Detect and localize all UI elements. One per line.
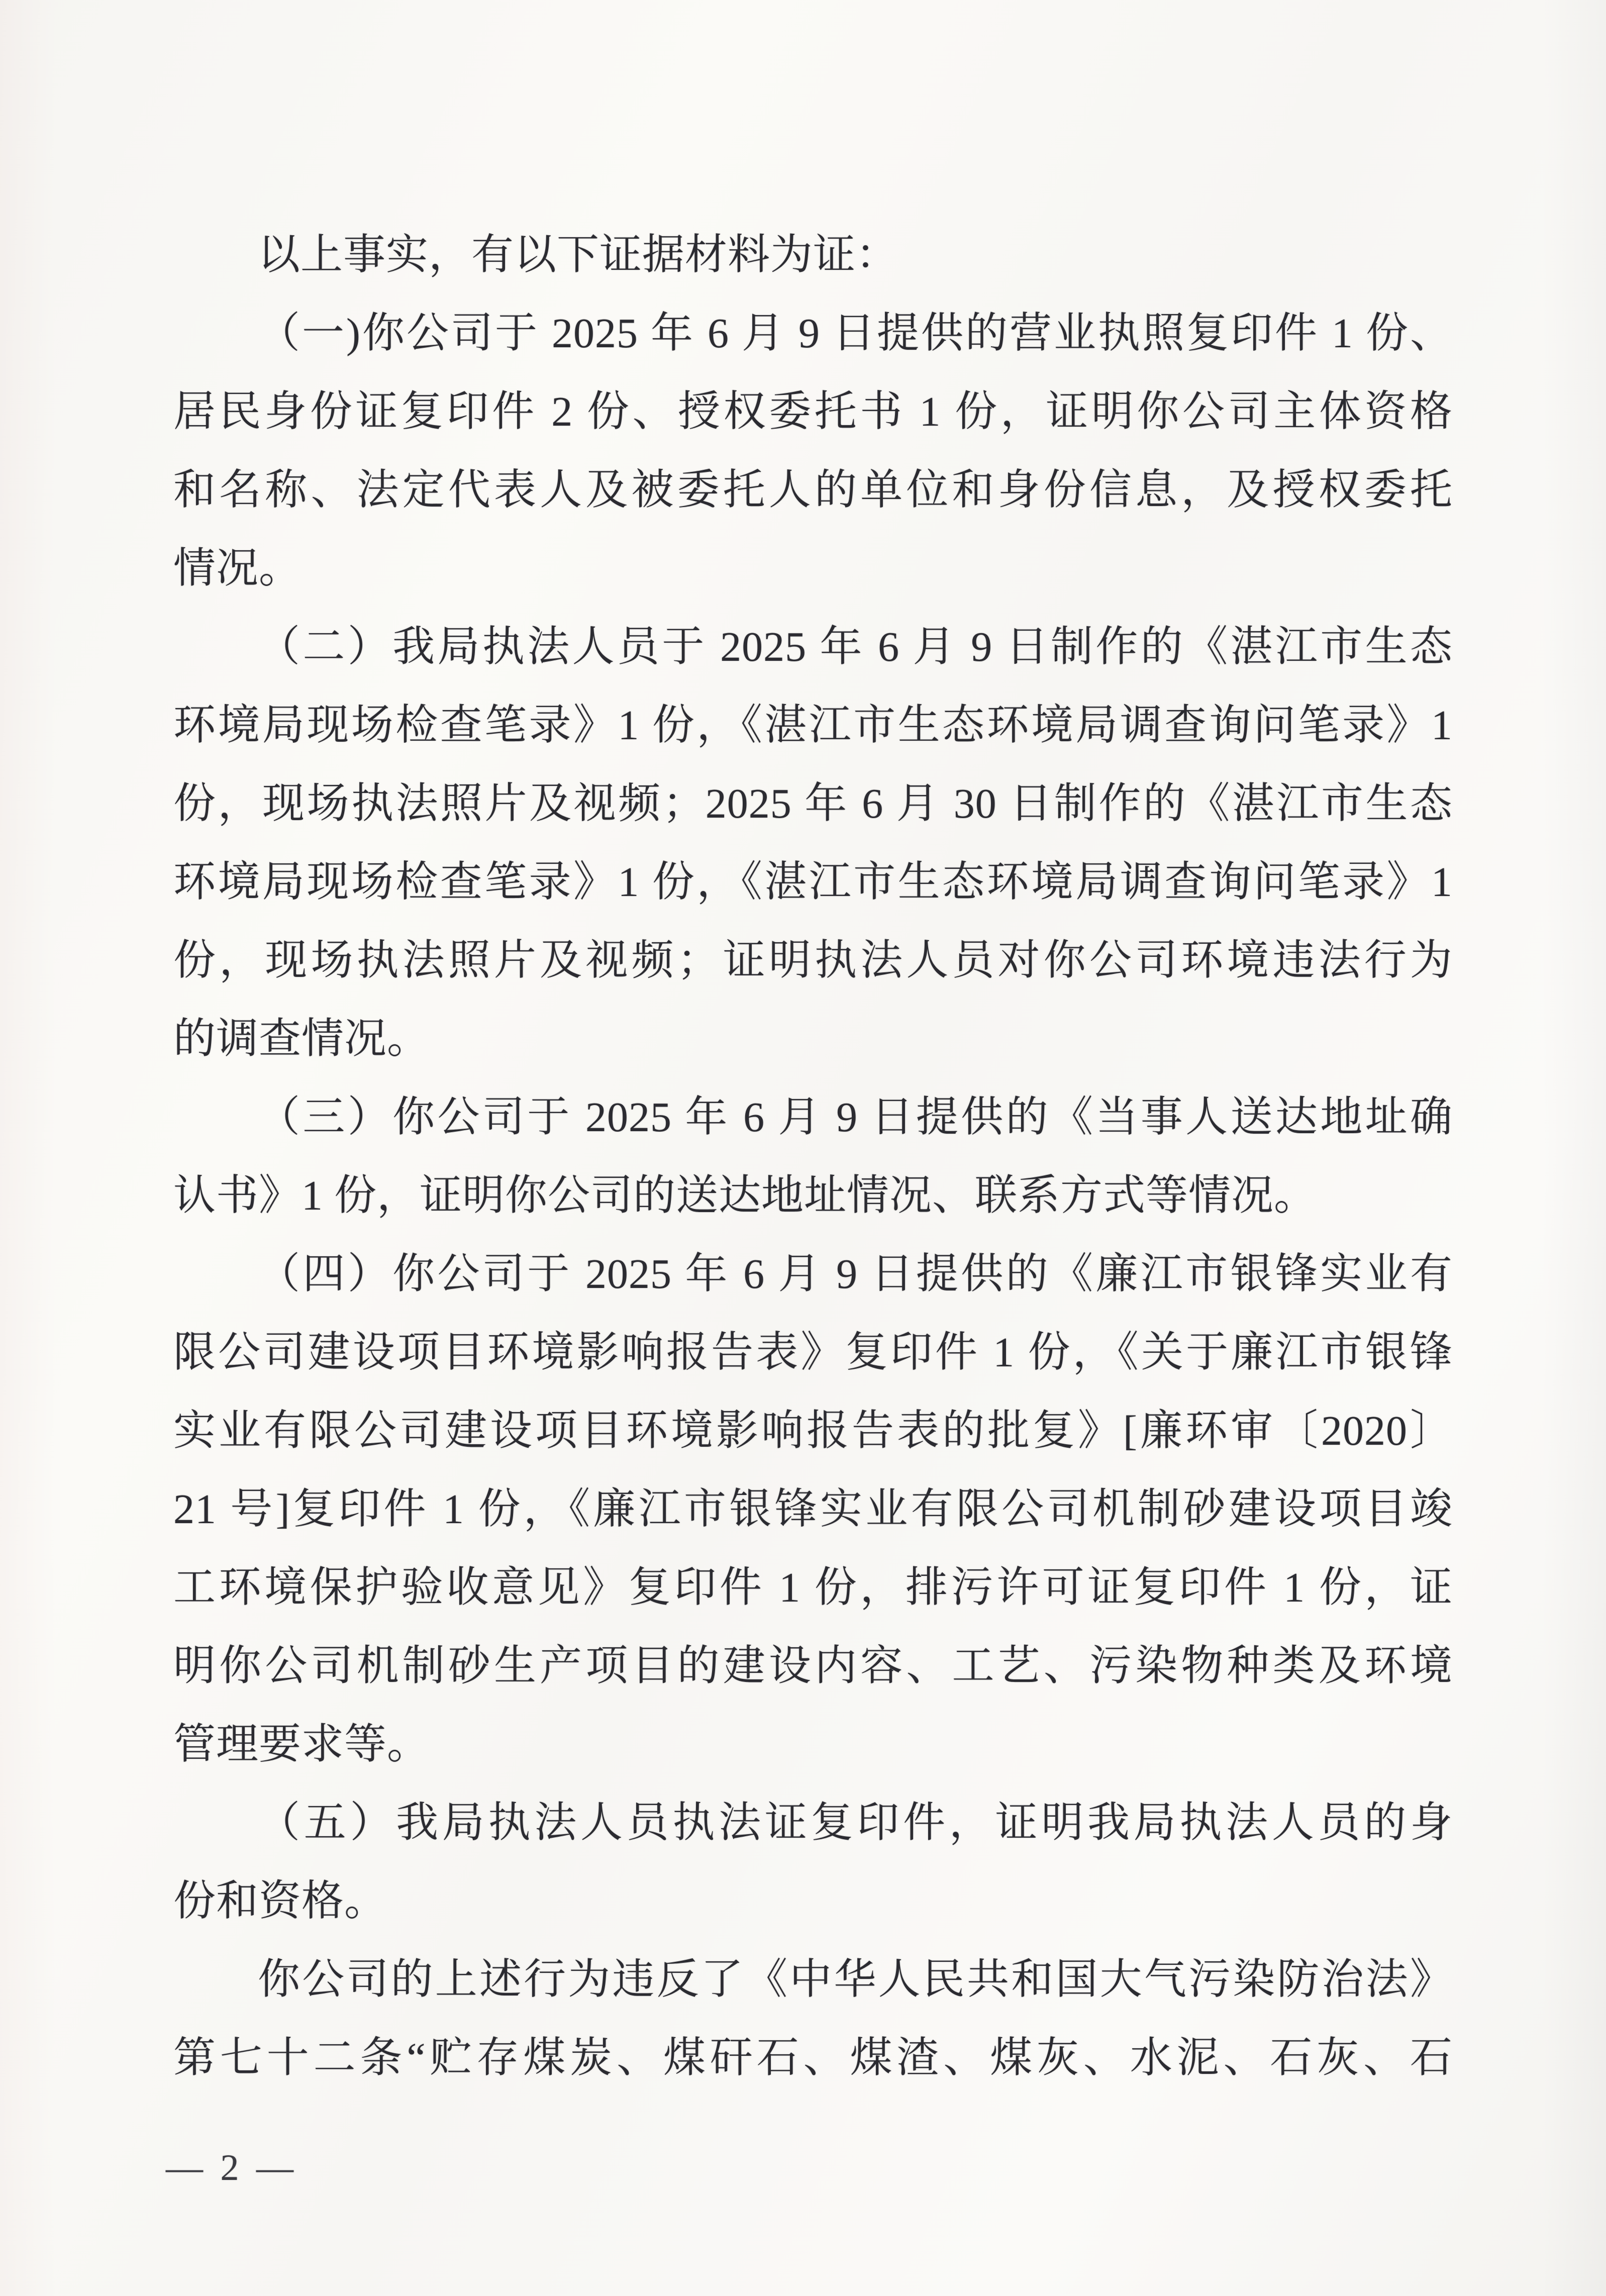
document-line: 份，现场执法照片及视频；证明执法人员对你公司环境违法行为 — [173, 937, 1453, 984]
document-line: （四）你公司于 2025 年 6 月 9 日提供的《廉江市银锋实业有 — [258, 1251, 1453, 1297]
document-line: 你公司的上述行为违反了《中华人民共和国大气污染防治法》 — [258, 1956, 1453, 2003]
document-line: 和名称、法定代表人及被委托人的单位和身份信息，及授权委托 — [173, 467, 1453, 514]
document-line: 明你公司机制砂生产项目的建设内容、工艺、污染物种类及环境 — [173, 1643, 1453, 1689]
document-line: 环境局现场检查笔录》1 份，《湛江市生态环境局调查询问笔录》1 — [173, 859, 1453, 906]
document-line: 工环境保护验收意见》复印件 1 份，排污许可证复印件 1 份，证 — [173, 1564, 1453, 1611]
page-footer — [166, 2145, 297, 2191]
document-line: 以上事实，有以下证据材料为证： — [258, 232, 899, 278]
page-number: — 2 — — [166, 2147, 297, 2188]
document-line: （五）我局执法人员执法证复印件，证明我局执法人员的身 — [258, 1800, 1453, 1846]
document-line: 管理要求等。 — [173, 1721, 430, 1768]
document-line: 居民身份证复印件 2 份、授权委托书 1 份，证明你公司主体资格 — [173, 388, 1453, 435]
document-line: 21 号]复印件 1 份，《廉江市银锋实业有限公司机制砂建设项目竣 — [173, 1486, 1453, 1533]
document-line: 份和资格。 — [173, 1878, 387, 1925]
document-line: 的调查情况。 — [173, 1016, 430, 1062]
document-line: 环境局现场检查笔录》1 份，《湛江市生态环境局调查询问笔录》1 — [173, 702, 1453, 749]
document-line: 份，现场执法照片及视频；2025 年 6 月 30 日制作的《湛江市生态 — [173, 780, 1453, 827]
document-line: 实业有限公司建设项目环境影响报告表的批复》[廉环审〔2020〕 — [173, 1408, 1453, 1454]
document-line: （三）你公司于 2025 年 6 月 9 日提供的《当事人送达地址确 — [258, 1094, 1453, 1141]
document-line: 认书》1 份，证明你公司的送达地址情况、联系方式等情况。 — [173, 1172, 1317, 1219]
document-line: （二）我局执法人员于 2025 年 6 月 9 日制作的《湛江市生态 — [258, 624, 1453, 670]
document-line: 情况。 — [173, 545, 302, 592]
document-line: 限公司建设项目环境影响报告表》复印件 1 份，《关于廉江市银锋 — [173, 1329, 1453, 1376]
document-body — [173, 216, 1453, 2098]
document-line: （一)你公司于 2025 年 6 月 9 日提供的营业执照复印件 1 份、 — [258, 310, 1453, 357]
document-line: 第七十二条“贮存煤炭、煤矸石、煤渣、煤灰、水泥、石灰、石 — [173, 2035, 1453, 2081]
